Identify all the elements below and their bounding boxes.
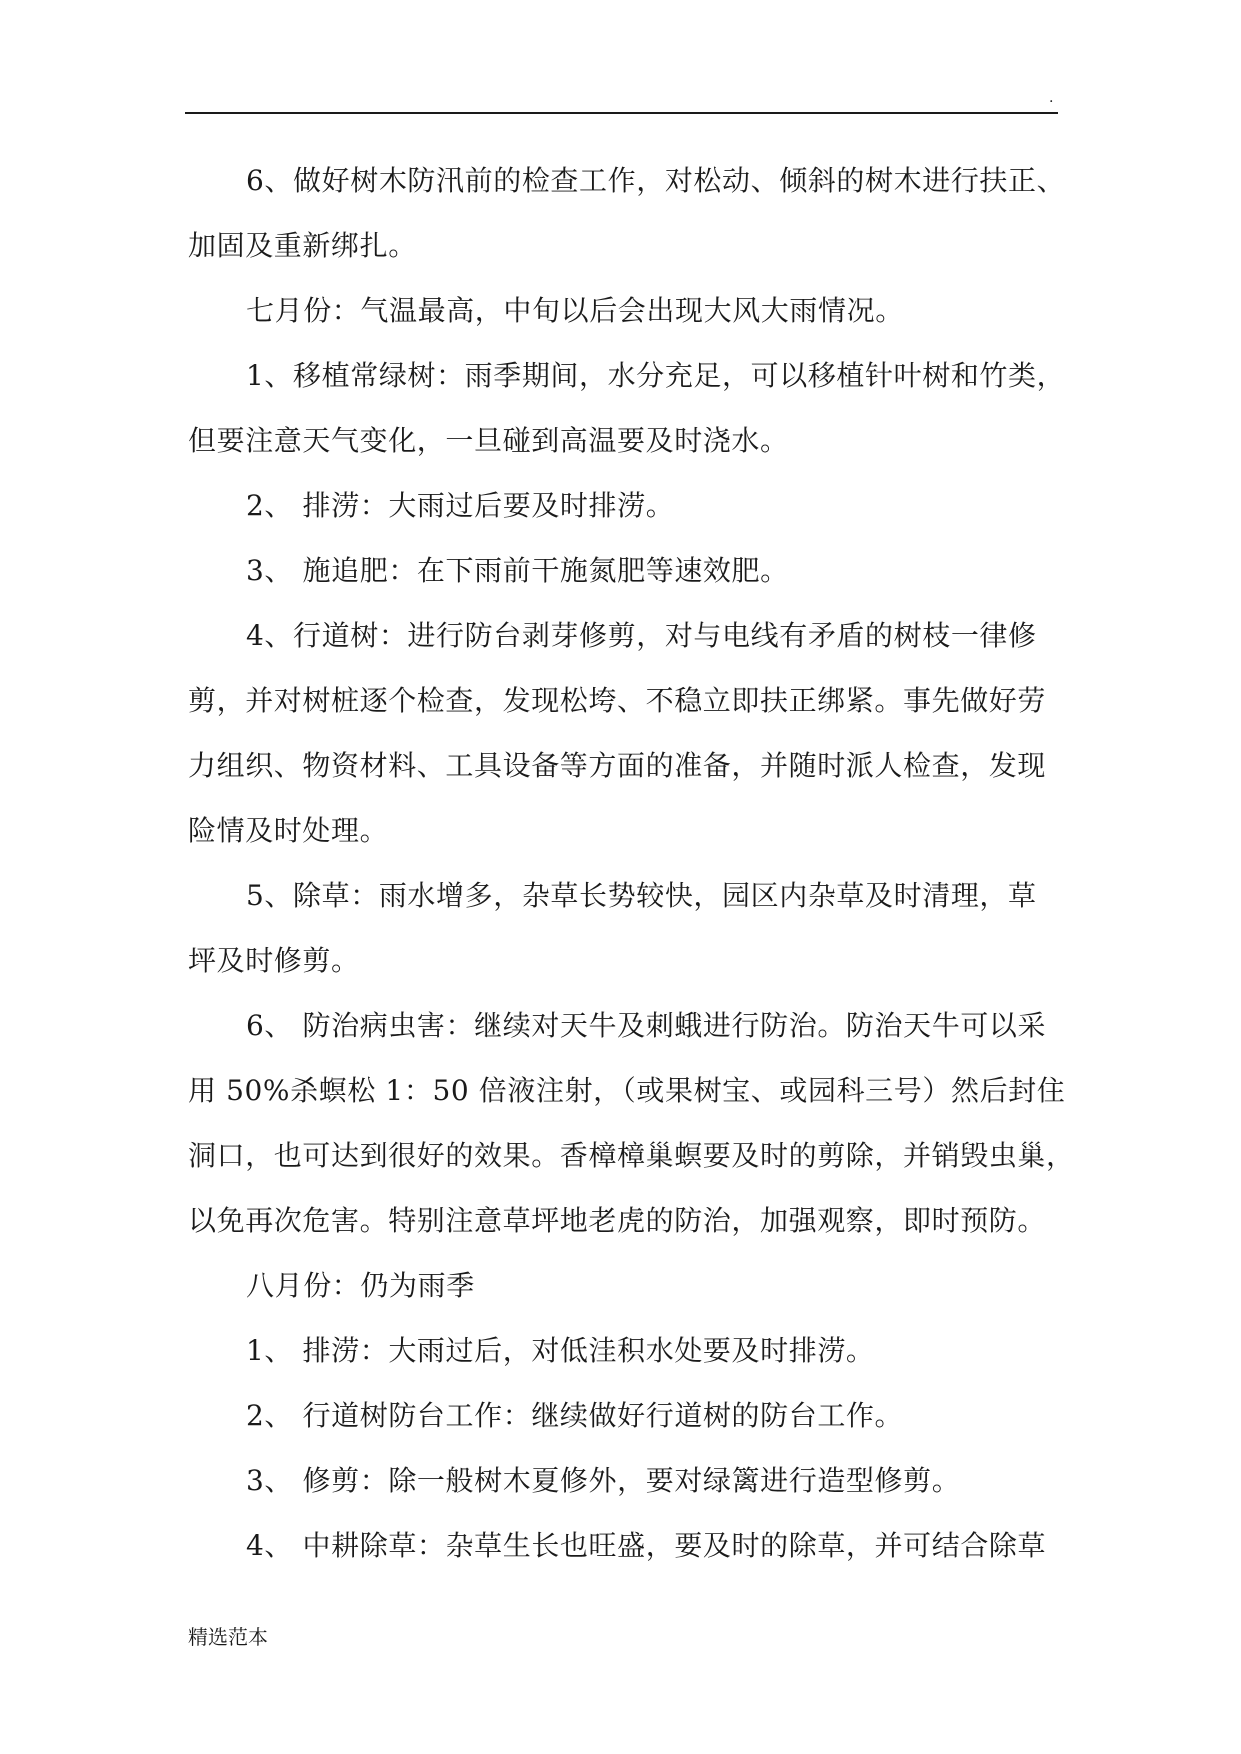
text-line: 4、 中耕除草：杂草生长也旺盛，要及时的除草，并可结合除草 (246, 1529, 1047, 1562)
header-rule (185, 112, 1058, 114)
text-line: 但要注意天气变化，一旦碰到高温要及时浇水。 (188, 424, 789, 457)
header-mark: . (1049, 90, 1054, 106)
text-line: 6、做好树木防汛前的检查工作，对松动、倾斜的树木进行扶正、 (246, 164, 1066, 197)
text-line: 八月份：仍为雨季 (246, 1269, 475, 1302)
paragraph (188, 343, 1066, 473)
text-line: 1、 排涝：大雨过后，对低洼积水处要及时排涝。 (246, 1334, 875, 1367)
text-line: 3、 施追肥：在下雨前干施氮肥等速效肥。 (246, 554, 789, 587)
text-line: 4、行道树：进行防台剥芽修剪，对与电线有矛盾的树枝一律修 (246, 619, 1037, 652)
section-heading-august (188, 1253, 1060, 1318)
text-line: 2、 行道树防台工作：继续做好行道树的防台工作。 (246, 1399, 904, 1432)
paragraph (188, 1318, 1060, 1383)
paragraph (188, 473, 1060, 538)
document-body (188, 148, 1075, 1578)
text-line: 6、 防治病虫害：继续对天牛及刺蛾进行防治。防治天牛可以采 (246, 1009, 1047, 1042)
text-line: 七月份：气温最高，中旬以后会出现大风大雨情况。 (246, 294, 904, 327)
paragraph (188, 1513, 1060, 1578)
text-line: 1、移植常绿树：雨季期间，水分充足，可以移植针叶树和竹类， (246, 359, 1066, 392)
text-line: 力组织、物资材料、工具设备等方面的准备，并随时派人检查，发现 (188, 749, 1047, 782)
paragraph (188, 993, 1075, 1253)
text-line: 剪，并对树桩逐个检查，发现松垮、不稳立即扶正绑紧。事先做好劳 (188, 684, 1047, 717)
paragraph (188, 603, 1060, 863)
text-line: 加固及重新绑扎。 (188, 229, 417, 262)
paragraph (188, 1383, 1060, 1448)
paragraph (188, 538, 1060, 603)
paragraph (188, 863, 1060, 993)
text-line: 3、 修剪：除一般树木夏修外，要对绿篱进行造型修剪。 (246, 1464, 961, 1497)
text-line: 洞口，也可达到很好的效果。香樟樟巢螟要及时的剪除，并销毁虫巢， (188, 1139, 1075, 1172)
footer-label: 精选范本 (188, 1625, 268, 1649)
text-line: 以免再次危害。特别注意草坪地老虎的防治，加强观察，即时预防。 (188, 1204, 1047, 1237)
text-line: 险情及时处理。 (188, 814, 389, 847)
section-heading-july (188, 278, 1060, 343)
paragraph (188, 148, 1066, 278)
paragraph (188, 1448, 1060, 1513)
text-line: 用 50%杀螟松 1：50 倍液注射，（或果树宝、或园科三号）然后封住 (188, 1074, 1066, 1107)
text-line: 2、 排涝：大雨过后要及时排涝。 (246, 489, 675, 522)
text-line: 5、除草：雨水增多，杂草长势较快，园区内杂草及时清理，草 (246, 879, 1037, 912)
text-line: 坪及时修剪。 (188, 944, 360, 977)
